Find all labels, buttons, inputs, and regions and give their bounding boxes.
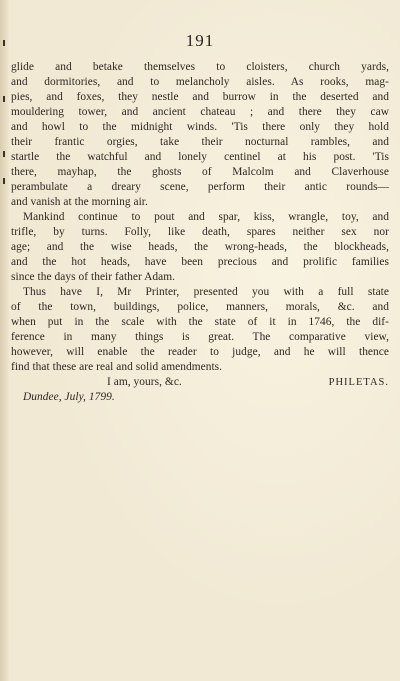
text-line: Thus have I, Mr Printer, presented you with a full state (23, 286, 389, 298)
text-line: and dormitories, and to melancholy aisles. As rooks, mag- (11, 76, 389, 88)
text-line: ference in many things is great. The comparative view, (11, 331, 389, 343)
text-line: when put in the scale with the state of it in 1746, the dif- (11, 316, 389, 328)
author-signature: PHILETAS. (328, 377, 389, 388)
body-text (11, 60, 389, 405)
text-line: find that these are real and solid amendments. (11, 361, 223, 373)
text-line: their frantic orgies, take their nocturnal rambles, and (11, 136, 389, 148)
text-line: trifle, by turns. Folly, like death, spares neither sex nor (11, 226, 389, 238)
text-line: since the days of their father Adam. (11, 271, 176, 283)
text-line: mouldering tower, and ancient chateau ; and there they caw (11, 106, 389, 118)
text-line: perambulate a dreary scene, perform their antic rounds— (11, 181, 389, 193)
closing-salutation: I am, yours, &c. (107, 376, 182, 388)
binding-mark (3, 151, 5, 157)
signature-row (11, 375, 389, 390)
text-line: however, will enable the reader to judge, and he will thence (11, 346, 389, 358)
text-line: of the town, buildings, police, manners, morals, &c. and (11, 301, 389, 313)
text-line: and the hot heads, have been precious and prolific families (11, 256, 389, 268)
binding-mark (3, 178, 5, 184)
binding-edge (0, 0, 9, 681)
dateline: Dundee, July, 1799. (23, 391, 115, 403)
text-line: pies, and foxes, they nestle and burrow in the deserted and (11, 91, 389, 103)
text-line: and vanish at the morning air. (11, 196, 148, 208)
text-line: age; and the wise heads, the wrong-heads, the blockheads, (11, 241, 389, 253)
text-line: and howl to the midnight winds. 'Tis there only they hold (11, 121, 389, 133)
page-number: 191 (185, 31, 215, 50)
binding-mark (3, 96, 5, 102)
text-line: there, mayhap, the ghosts of Malcolm and Claverhouse (11, 166, 389, 178)
text-line: startle the watchful and lonely centinel at his post. 'Tis (11, 151, 389, 163)
text-line: Mankind continue to pout and spar, kiss, wrangle, toy, and (23, 211, 389, 223)
text-line: glide and betake themselves to cloisters, church yards, (11, 61, 389, 73)
